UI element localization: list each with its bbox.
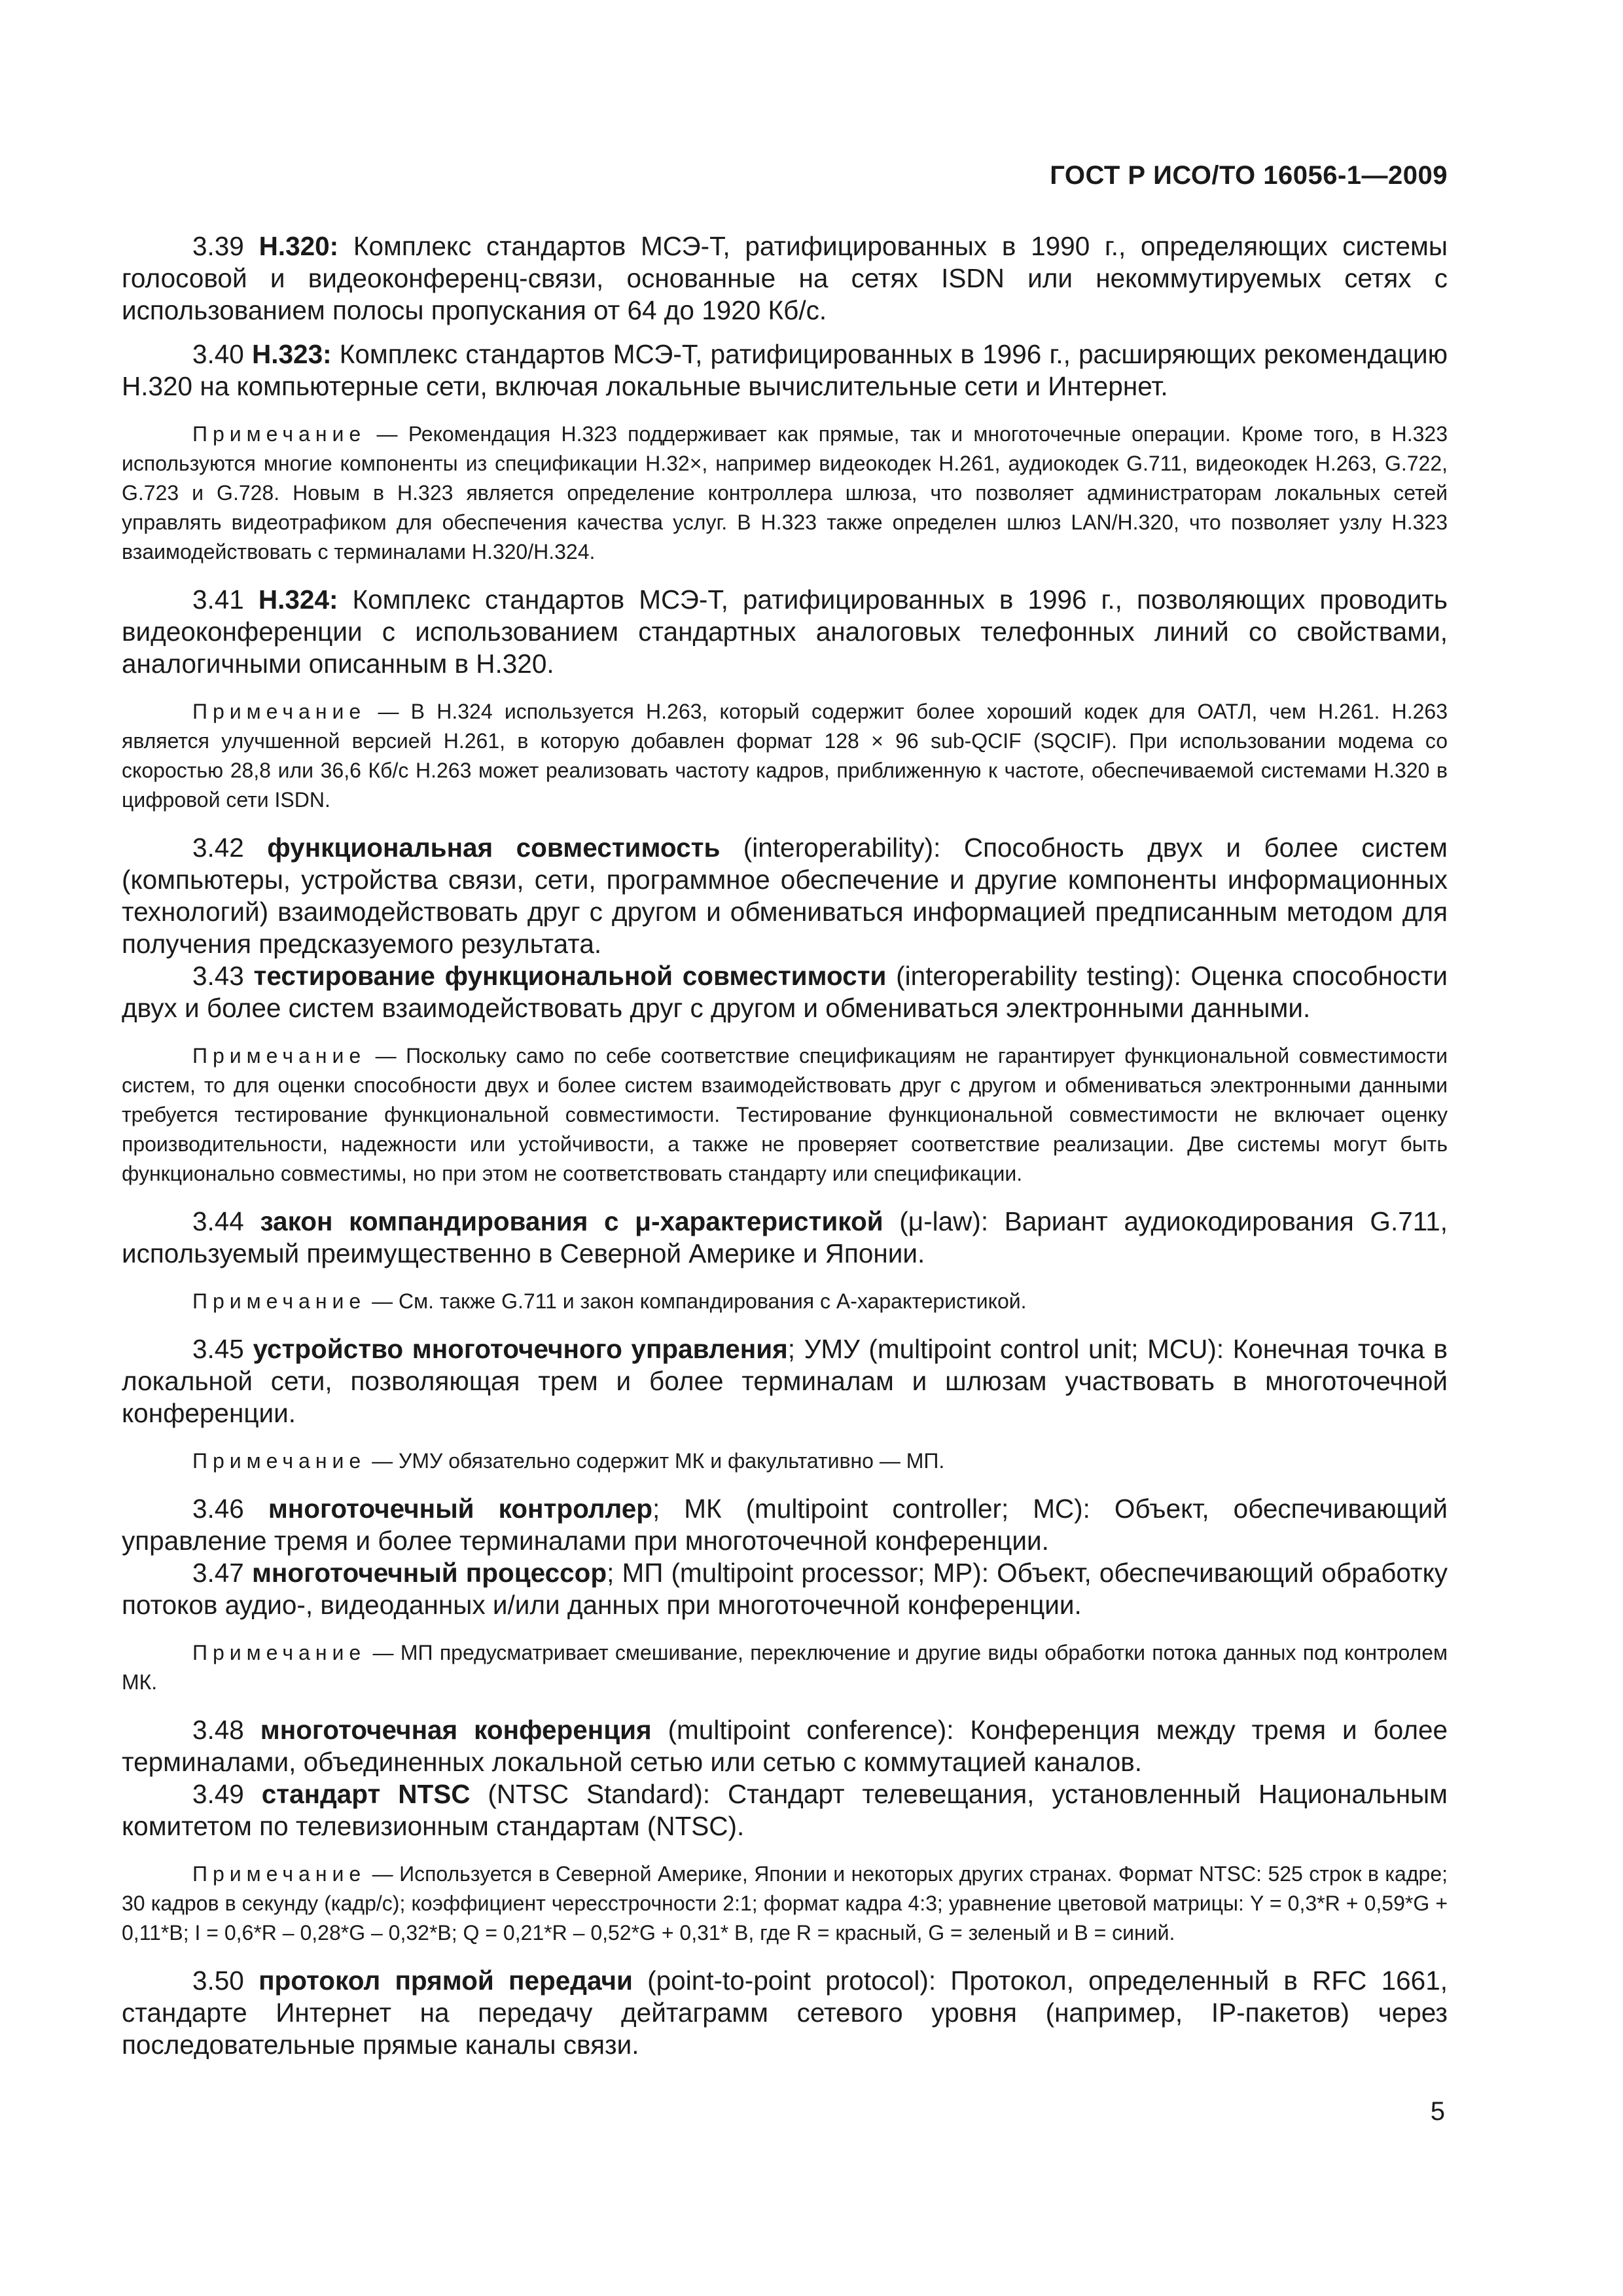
entry-number: 3.39 [192, 231, 259, 261]
entry-term: H.320: [259, 231, 339, 261]
term-entry [122, 1206, 1448, 1270]
entry-number: 3.50 [192, 1965, 259, 1996]
note [122, 1041, 1448, 1189]
note-text: В Н.324 используется Н.263, который содержит более хороший кодек для ОАТЛ, чем Н.261. Н.263 является улучшенной версией Н.261, в которую добавлен формат 128 × 96 sub-QCIF (SQCIF). При использовании модема со скоростью 28,8 или 36,6 Кб/с Н.263 может реализовать частоту кадров, приближенную к частоте, обеспечиваемой системами Н.320 в цифровой сети ISDN. [122, 700, 1448, 812]
note-dash: — [366, 422, 408, 446]
entry-term: H.324: [258, 584, 338, 615]
entry-definition: ; МП (multipoint processor; MP): Объект, обеспечивающий обработку потоков аудио-, видеоданных и/или данных при многоточечной конференции. [122, 1558, 1448, 1620]
note-label: Примечание [192, 1641, 366, 1664]
entry-term: многоточечный процессор [251, 1558, 607, 1588]
entry-number: 3.46 [192, 1494, 268, 1524]
note-label: Примечание [192, 1044, 366, 1067]
entry-number: 3.44 [192, 1206, 260, 1236]
document-body [122, 230, 1448, 2061]
entry-term: стандарт NTSC [261, 1779, 471, 1809]
term-entry [122, 1333, 1448, 1429]
entry-definition: (point-to-point protocol): Протокол, определенный в RFC 1661, стандарте Интернет на передачу дейтаграмм сетевого уровня (например, IP-пакетов) через последовательные прямые каналы связи. [122, 1965, 1448, 2060]
note-dash: — [366, 1641, 401, 1664]
entry-definition: (multipoint conference): Конференция между тремя и более терминалами, объединенных локальной сетью или сетью с коммутацией каналов. [122, 1715, 1448, 1777]
term-entry [122, 1778, 1448, 1842]
note [122, 1287, 1448, 1316]
entry-definition: Комплекс стандартов МСЭ-Т, ратифицированных в 1996 г., расширяющих рекомендацию Н.320 на компьютерные сети, включая локальные вычислительные сети и Интернет. [122, 339, 1448, 401]
entry-term: H.323: [252, 339, 332, 369]
note-dash: — [366, 1862, 400, 1886]
note-text: МП предусматривает смешивание, переключение и другие виды обработки потока данных под контролем МК. [122, 1641, 1448, 1694]
entry-term: функциональная совместимость [267, 833, 721, 863]
entry-definition: (NTSC Standard): Стандарт телевещания, установленный Национальным комитетом по телевизионным стандартам (NTSC). [122, 1779, 1448, 1841]
note-text: Поскольку само по себе соответствие спецификациям не гарантирует функциональной совместимости систем, то для оценки способности двух и более систем взаимодействовать друг с другом и обмениваться электронными данными требуется тестирование функциональной совместимости. Тестирование функциональной совместимости не включает оценку производительности, надежности или устойчивости, а также не проверяет соответствие реализации. Две системы могут быть функционально совместимы, но при этом не соответствовать стандарту или спецификации. [122, 1044, 1448, 1185]
entry-number: 3.47 [192, 1558, 252, 1588]
entry-number: 3.40 [192, 339, 253, 369]
note-label: Примечание [192, 700, 366, 723]
entry-number: 3.48 [192, 1715, 260, 1745]
note-dash: — [366, 1289, 399, 1313]
entry-term: устройство многоточечного управления [253, 1334, 788, 1364]
entry-number: 3.49 [192, 1779, 262, 1809]
term-entry [122, 832, 1448, 960]
note-label: Примечание [192, 1449, 366, 1473]
entry-term: тестирование функциональной совместимости [253, 961, 887, 991]
entry-definition: ; УМУ (multipoint control unit; MCU): Конечная точка в локальной сети, позволяющая трем и более терминалам и шлюзам участвовать в многоточечной конференции. [122, 1334, 1448, 1428]
note-text: См. также G.711 и закон компандирования с А-характеристикой. [399, 1289, 1027, 1313]
entry-term: закон компандирования с μ-характеристикой [260, 1206, 883, 1236]
term-entry [122, 1493, 1448, 1557]
note-label: Примечание [192, 1862, 366, 1886]
note [122, 1859, 1448, 1948]
note-dash: — [366, 1044, 406, 1067]
term-entry [122, 230, 1448, 327]
note-dash: — [366, 700, 411, 723]
note [122, 1446, 1448, 1476]
note [122, 697, 1448, 815]
page-number: 5 [1430, 2097, 1445, 2126]
entry-number: 3.41 [192, 584, 259, 615]
entry-term: многоточечный контроллер [268, 1494, 652, 1524]
entry-term: многоточечная конференция [260, 1715, 652, 1745]
note-dash: — [366, 1449, 399, 1473]
note-label: Примечание [192, 422, 366, 446]
entry-number: 3.45 [192, 1334, 253, 1364]
entry-number: 3.42 [192, 833, 268, 863]
term-entry [122, 1557, 1448, 1621]
entry-definition: (interoperability testing): Оценка способности двух и более систем взаимодействовать друг с другом и обмениваться электронными данными. [122, 961, 1448, 1023]
entry-definition: Комплекс стандартов МСЭ-Т, ратифицированных в 1996 г., позволяющих проводить видеоконференции с использованием стандартных аналоговых телефонных линий со свойствами, аналогичными описанным в Н.320. [122, 584, 1448, 679]
note-text: Рекомендация Н.323 поддерживает как прямые, так и многоточечные операции. Кроме того, в Н.323 используются многие компоненты из спецификации Н.32×, например видеокодек Н.261, аудиокодек G.711, видеокодек Н.263, G.722, G.723 и G.728. Новым в Н.323 является определение контроллера шлюза, что позволяет администраторам локальных сетей управлять видеотрафиком для обеспечения качества услуг. В Н.323 также определен шлюз LAN/H.320, что позволяет узлу Н.323 взаимодействовать с терминалами Н.320/Н.324. [122, 422, 1448, 564]
term-entry [122, 960, 1448, 1024]
term-entry [122, 1714, 1448, 1778]
note-text: Используется в Северной Америке, Японии и некоторых других странах. Формат NTSC: 525 строк в кадре; 30 кадров в секунду (кадр/с); коэффициент чересстрочности 2:1; формат кадра 4:3; уравнение цветовой матрицы: Y = 0,3*R + 0,59*G + 0,11*B; I = 0,6*R – 0,28*G – 0,32*B; Q = 0,21*R – 0,52*G + 0,31* B, где R = красный, G = зеленый и B = синий. [122, 1862, 1448, 1945]
note-text: УМУ обязательно содержит МК и факультативно — МП. [399, 1449, 945, 1473]
entry-term: протокол прямой передачи [259, 1965, 633, 1996]
entry-definition: Комплекс стандартов МСЭ-Т, ратифицированных в 1990 г., определяющих системы голосовой и видеоконференц-связи, основанные на сетях ISDN или некоммутируемых сетях с использованием полосы пропускания от 64 до 1920 Кб/с. [122, 231, 1448, 325]
entry-definition: ; МК (multipoint controller; MC): Объект, обеспечивающий управление тремя и более терминалами при многоточечной конференции. [122, 1494, 1448, 1556]
term-entry [122, 338, 1448, 403]
note-label: Примечание [192, 1289, 366, 1313]
term-entry [122, 584, 1448, 680]
entry-number: 3.43 [192, 961, 254, 991]
term-entry [122, 1965, 1448, 2061]
entry-definition: (interoperability): Способность двух и более систем (компьютеры, устройства связи, сети, программное обеспечение и другие компоненты информационных технологий) взаимодействовать друг с другом и обмениваться информацией предписанным методом для получения предсказуемого результата. [122, 833, 1448, 959]
document-header: ГОСТ Р ИСО/ТО 16056-1—2009 [1050, 161, 1448, 190]
entry-definition: (μ-law): Вариант аудиокодирования G.711, используемый преимущественно в Северной Америке и Японии. [122, 1206, 1448, 1268]
note [122, 1638, 1448, 1697]
note [122, 420, 1448, 567]
